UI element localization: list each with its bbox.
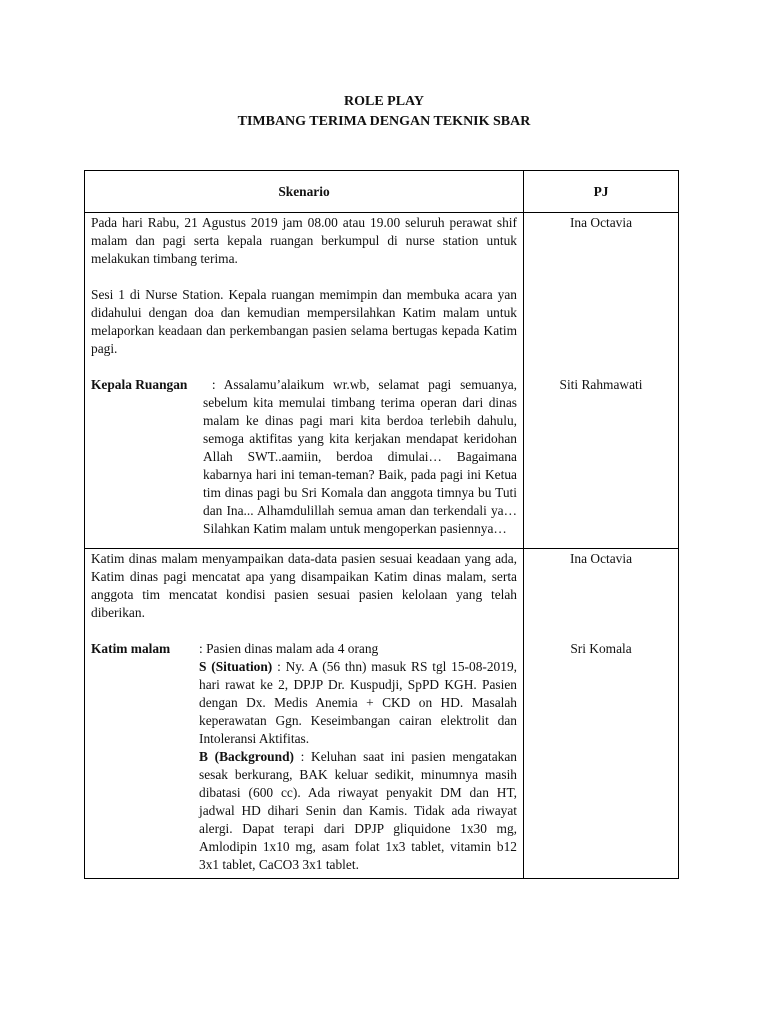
header-pj: PJ — [524, 171, 679, 213]
patient-count-line: : Pasien dinas malam ada 4 orang — [199, 641, 379, 656]
header-skenario: Skenario — [85, 171, 524, 213]
table-row — [85, 213, 679, 549]
pj-name: Ina Octavia — [569, 551, 633, 566]
situation-label: S (Situation) — [199, 659, 273, 674]
table-row — [85, 549, 679, 879]
pj-cell — [524, 213, 679, 549]
pj-name: Sri Komala — [570, 641, 632, 656]
speaker-colon: : — [203, 377, 224, 392]
scenario-cell — [85, 549, 524, 879]
table-header-row — [85, 171, 679, 213]
pj-name: Ina Octavia — [569, 215, 633, 230]
pj-cell — [524, 549, 679, 879]
speaker-name: Kepala Ruangan — [91, 377, 188, 392]
opening-paragraph: Pada hari Rabu, 21 Agustus 2019 jam 08.00 atau 19.00 seluruh perawat shif malam dan pagi serta kepala ruangan berkumpul di nurse station untuk melakukan timbang terima. — [91, 215, 517, 266]
situation-text: : Ny. A (56 thn) masuk RS tgl 15-08-2019, hari rawat ke 2, DPJP Dr. Kuspudji, SpPD KGH. Pasien dengan Dx. Medis Anemia + CKD on HD. Masalah keperawatan Ggn. Keseimbangan cairan elektrolit dan Intoleransi Aktifitas. — [199, 659, 517, 746]
handover-paragraph: Katim dinas malam menyampaikan data-data pasien sesuai keadaan yang ada, Katim dinas pagi mencatat apa yang disampaikan Katim dinas malam, serta anggota tim mencatat kondisi pasien sesuai pasien kelolaan yang telah diberikan. — [91, 551, 517, 620]
dialogue-katim-malam — [91, 640, 517, 658]
doc-subtitle: TIMBANG TERIMA DENGAN TEKNIK SBAR — [237, 114, 531, 129]
situation-block — [199, 658, 517, 748]
background-block — [199, 748, 517, 874]
scenario-table — [84, 170, 679, 879]
speaker-speech: Assalamu’alaikum wr.wb, selamat pagi semuanya, sebelum kita memulai timbang terima operan dari dinas malam ke dinas pagi mari kita berdoa terlebih dahulu, semoga aktifitas yang kita kerjakan mendapat keridohan Allah SWT..aamiin, berdoa dimulai… Bagaimana kabarnya hari ini teman-teman? Baik, pada pagi ini Ketua tim dinas pagi bu Sri Komala dan anggota timnya bu Tuti dan Ina... Alhamdulillah semua aman dan terkendali ya… Silahkan Katim malam untuk mengoperkan pasiennya… — [203, 377, 517, 536]
dialogue-kepala-ruangan — [91, 376, 517, 538]
background-text: : Keluhan saat ini pasien mengatakan sesak berkurang, BAK keluar sedikit, minumnya masih dibatasi (600 cc). Ada riwayat penyakit DM dan HT, jadwal HD dihari Senin dan Kamis. Tidak ada riwayat alergi. Dapat terapi dari DPJP gliquidone 1x30 mg, Amlodipin 1x10 mg, asam folat 1x3 tablet, vitamin b12 3x1 tablet, CaCO3 3x1 tablet. — [199, 749, 517, 872]
session-paragraph: Sesi 1 di Nurse Station. Kepala ruangan memimpin dan membuka acara yan didahului dengan doa dan kemudian mempersilahkan Katim malam untuk melaporkan keadaan dan perkembangan pasien selama bertugas kepada Katim pagi. — [91, 287, 517, 356]
doc-title: ROLE PLAY — [343, 94, 424, 109]
pj-name: Siti Rahmawati — [559, 377, 643, 392]
speaker-name: Katim malam — [91, 641, 171, 656]
scenario-cell — [85, 213, 524, 549]
background-label: B (Background) — [199, 749, 294, 764]
